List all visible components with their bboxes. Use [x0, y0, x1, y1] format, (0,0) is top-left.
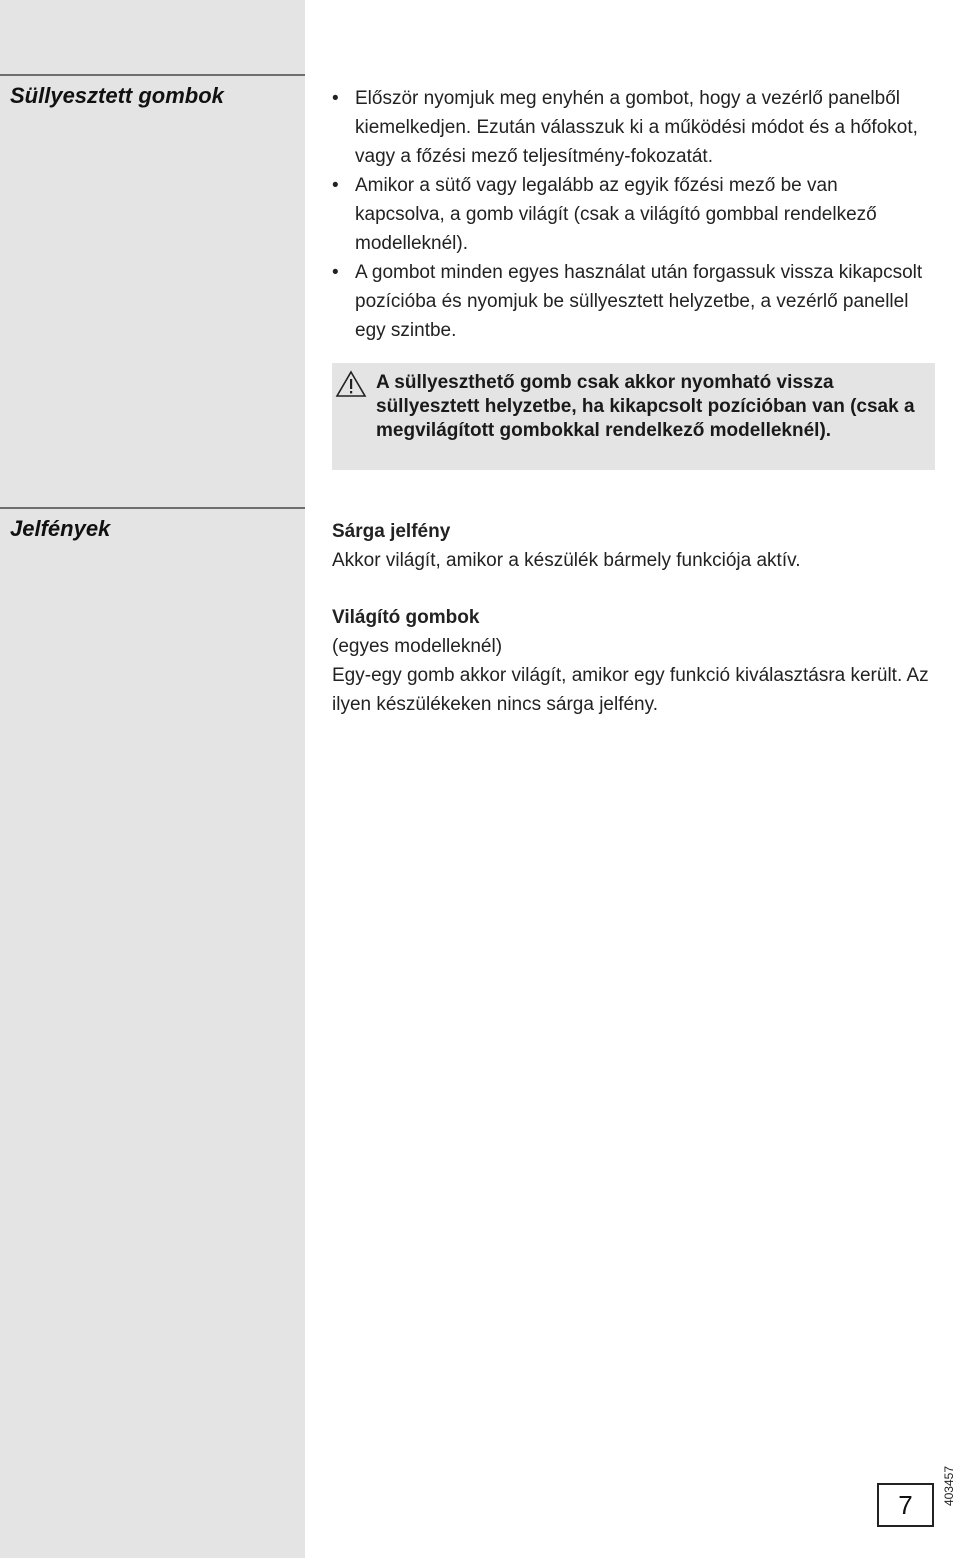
- bullet-text: Amikor a sütő vagy legalább az egyik főzési mező be van kapcsolva, a gomb világít (csak a világító gombbal rendelkező modelleknél).: [355, 175, 877, 254]
- list-item: [332, 258, 932, 345]
- info-block-vilagito-gombok: [332, 603, 932, 719]
- section-title-jelfenyek: Jelfények: [10, 516, 111, 541]
- document-code: [942, 1466, 960, 1516]
- bullet-list: [332, 84, 932, 345]
- warning-box: [332, 363, 935, 470]
- block-heading: Világító gombok: [332, 607, 480, 628]
- page-number: 7: [877, 1483, 934, 1527]
- list-item: [332, 84, 932, 171]
- bullet-text: A gombot minden egyes használat után forgassuk vissza kikapcsolt pozícióba és nyomjuk be süllyesztett helyzetbe, a vezérlő panellel egy szintbe.: [355, 262, 923, 341]
- section-divider-left: [0, 507, 305, 509]
- block-text: (egyes modelleknél): [332, 636, 503, 657]
- left-margin-panel: [0, 0, 305, 1558]
- warning-triangle-icon: [335, 370, 367, 398]
- block-text: Egy-egy gomb akkor világít, amikor egy funkció kiválasztásra került. Az ilyen készülékeken nincs sárga jelfény.: [332, 665, 929, 715]
- bullet-icon: •: [332, 262, 339, 283]
- document-code-text: 403457: [942, 1466, 956, 1507]
- warning-text: A süllyeszthető gomb csak akkor nyomható vissza süllyesztett helyzetbe, ha kikapcsolt pozícióban van (csak a megvilágított gombokkal rendelkező modelleknél).: [376, 372, 915, 441]
- bullet-icon: •: [332, 175, 339, 196]
- section-divider-left: [0, 74, 305, 76]
- bullet-text: Először nyomjuk meg enyhén a gombot, hogy a vezérlő panelből kiemelkedjen. Ezután válasszuk ki a működési módot és a hőfokot, vagy a főzési mező teljesítmény-fokozatát.: [355, 88, 918, 167]
- list-item: [332, 171, 932, 258]
- bullet-icon: •: [332, 88, 339, 109]
- block-heading: Sárga jelfény: [332, 521, 451, 542]
- block-text: Akkor világít, amikor a készülék bármely funkciója aktív.: [332, 550, 801, 571]
- section-title-sullyesztett-gombok: Süllyesztett gombok: [10, 83, 224, 108]
- info-block-sarga-jelfeny: [332, 517, 932, 575]
